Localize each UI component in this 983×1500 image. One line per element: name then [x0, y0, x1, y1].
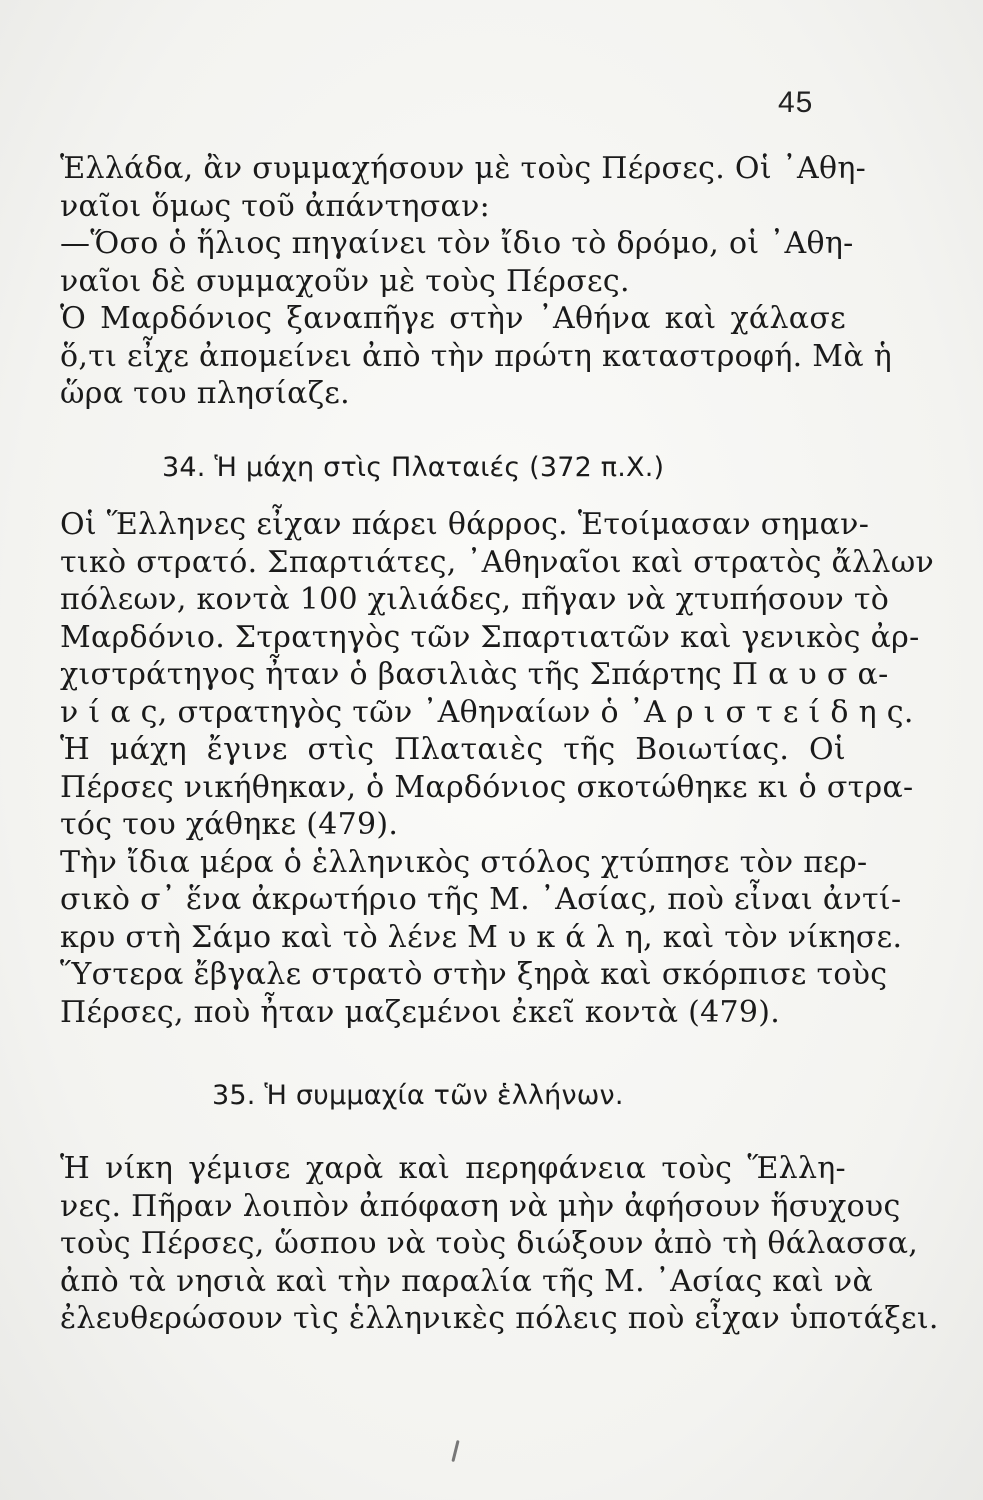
section-35-text-block — [60, 1150, 939, 1338]
text-line: Ἡ μάχη ἔγινε στὶς Πλαταιὲς τῆς Βοιωτίας. Οἱ — [60, 732, 846, 767]
text-line: τός του χάθηκε (479). — [60, 807, 399, 842]
text-line: χιστράτηγος ἦταν ὁ βασιλιὰς τῆς Σπάρτης Π α υ σ α- — [60, 657, 889, 692]
intro-text-block — [60, 150, 892, 413]
text-line: Πέρσες, ποὺ ἦταν μαζεμένοι ἐκεῖ κοντὰ (479). — [60, 994, 781, 1030]
text-line: ναῖοι ὅμως τοῦ ἀπάντησαν: — [60, 188, 491, 224]
text-line: Τὴν ἴδια μέρα ὁ ἑλληνικὸς στόλος χτύπησε τὸν περ- — [60, 844, 868, 880]
text-line: Πέρσες νικήθηκαν, ὁ Μαρδόνιος σκοτώθηκε κι ὁ στρα- — [60, 769, 914, 805]
text-line: Οἱ Ἕλληνες εἶχαν πάρει θάρρος. Ἑτοίμασαν σημαν- — [60, 507, 870, 542]
page-number: 45 — [778, 86, 814, 119]
text-line: —Ὅσο ὁ ἥλιος πηγαίνει τὸν ἴδιο τὸ δρόμο, οἱ ᾿Αθη- — [60, 226, 854, 261]
text-line: ὥρα του πλησίαζε. — [60, 376, 350, 411]
section-heading-35: 35. Ἡ συμμαχία τῶν ἑλλήνων. — [212, 1080, 624, 1111]
text-line: τικὸ στρατό. Σπαρτιάτες, ᾿Αθηναῖοι καὶ στρατὸς ἄλλων — [60, 544, 935, 580]
text-line: Μαρδόνιο. Στρατηγὸς τῶν Σπαρτιατῶν καὶ γενικὸς ἀρ- — [60, 619, 920, 655]
text-line: Ἡ νίκη γέμισε χαρὰ καὶ περηφάνεια τοὺς Ἕλλη- — [60, 1151, 846, 1186]
text-line: ναῖοι δὲ συμμαχοῦν μὲ τοὺς Πέρσες. — [60, 263, 630, 299]
text-line: ν ί α ς, στρατηγὸς τῶν ᾿Αθηναίων ὁ ᾿Α ρ ι σ τ ε ί δ η ς. — [60, 694, 914, 730]
text-line: τοὺς Πέρσες, ὥσπου νὰ τοὺς διώξουν ἀπὸ τὴ θάλασσα, — [60, 1226, 919, 1261]
text-line: Ὁ Μαρδόνιος ξαναπῆγε στὴν ᾿Αθήνα καὶ χάλασε — [60, 301, 846, 336]
text-line: κρυ στὴ Σάμο καὶ τὸ λένε Μ υ κ ά λ η, καὶ τὸν νίκησε. — [60, 919, 903, 955]
section-heading-34: 34. Ἡ μάχη στὶς Πλαταιές (372 π.Χ.) — [162, 452, 665, 483]
text-line: ὅ,τι εἶχε ἀπομείνει ἀπὸ τὴν πρώτη καταστροφή. Μὰ ἡ — [60, 338, 892, 374]
stray-ink-mark — [451, 1440, 459, 1462]
text-line: πόλεων, κοντὰ 100 χιλιάδες, πῆγαν νὰ χτυπήσουν τὸ — [60, 582, 890, 617]
text-line: ἐλευθερώσουν τὶς ἑλληνικὲς πόλεις ποὺ εἶχαν ὑποτάξει. — [60, 1301, 939, 1336]
text-line: ἀπὸ τὰ νησιὰ καὶ τὴν παραλία τῆς Μ. ᾿Ασίας καὶ νὰ — [60, 1263, 874, 1299]
section-34-text-block — [60, 506, 935, 1031]
text-line: Ὕστερα ἔβγαλε στρατὸ στὴν ξηρὰ καὶ σκόρπισε τοὺς — [60, 957, 888, 992]
text-line: νες. Πῆραν λοιπὸν ἀπόφαση νὰ μὴν ἀφήσουν ἥσυχους — [60, 1188, 901, 1224]
text-line: σικὸ σ᾿ ἕνα ἀκρωτήριο τῆς Μ. ᾿Ασίας, ποὺ εἶναι ἀντί- — [60, 882, 902, 917]
text-line: Ἑλλάδα, ἂν συμμαχήσουν μὲ τοὺς Πέρσες. Οἱ ᾿Αθη- — [60, 151, 867, 186]
